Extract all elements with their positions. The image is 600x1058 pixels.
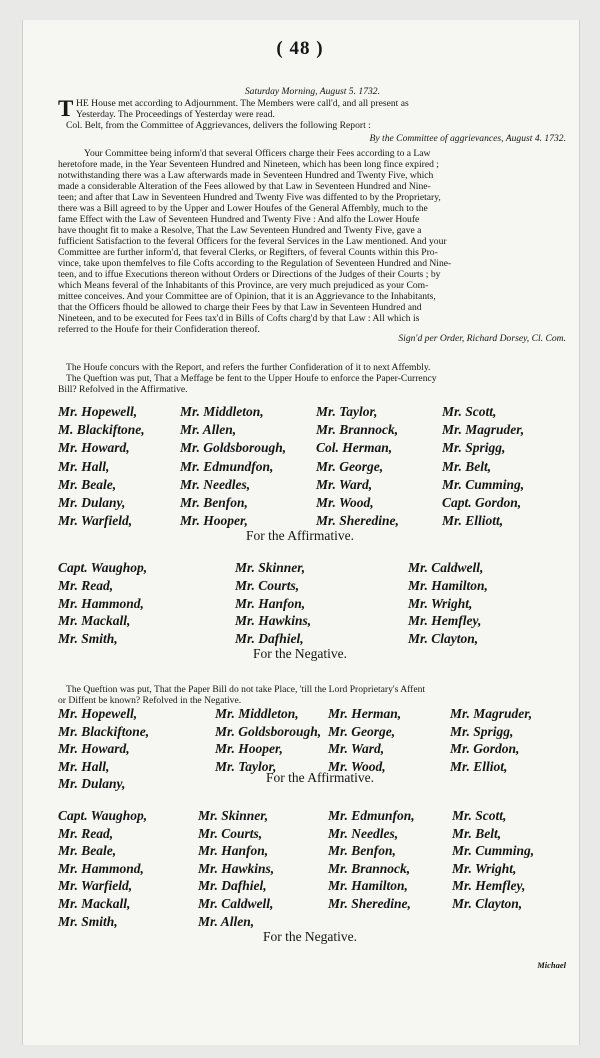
voter-name: Mr. Brannock, [316,422,399,438]
voter-name: Mr. Blackiftone, [58,723,150,739]
voter-name: M. Blackiftone, [58,422,145,438]
affirmative-caption: For the Affirmative. [265,770,375,785]
signature: Sign'd per Order, Richard Dorsey, Cl. Com. [398,333,566,344]
voter-name: Mr. Hopewell, [58,706,138,721]
voter-name: Mr. Allen, [180,422,237,438]
voter-name: Mr. George, [316,458,384,474]
voter-name: Mr. Hamilton, [408,577,488,593]
voter-name: Mr. Scott, [442,404,497,419]
voter-name: Mr. Hall, [58,458,110,474]
voter-name: Mr. Magruder, [450,706,533,721]
voter-name: Mr. Wright, [452,860,517,876]
voter-name: Mr. Edmundfon, [180,458,274,474]
voter-name: Mr. Hamilton, [328,878,408,894]
voter-name: Mr. Ward, [328,741,385,757]
report-line: Nineteen, and to be executed for Fees tax'd in Bills of Cofts charg'd by that Law : All which is [58,313,420,324]
voter-name: Mr. Gordon, [450,741,520,757]
voter-name: Mr. Mackall, [58,896,131,911]
question-line: The Queftion was put, That the Paper Bill do not take Place, 'till the Lord Proprietary's Affent [66,684,426,695]
voter-name: Mr. Hanfon, [198,843,269,859]
report-line: which Means feveral of the Inhabitants of this Province, are very much prejudiced as your Com- [58,280,429,291]
voter-name: Mr. Dulany, [58,776,126,792]
voter-name: Mr. Hanfon, [235,595,306,611]
report-line: made a considerable Alteration of the Fees allowed by that Law in Seventeen Hundred and Nine- [58,181,431,192]
voter-name: Mr. Middleton, [215,706,299,721]
voter-name: Mr. Goldsborough, [215,723,322,739]
voter-name: Mr. George, [328,723,396,739]
voter-name: Mr. Needles, [328,825,399,841]
voter-name: Mr. Mackall, [58,613,131,629]
report-line: vince, take upon themfelves to file Cofts according to the Regulation of Seventeen Hundred and Nine- [58,258,452,269]
voter-name: Mr. Hawkins, [235,613,312,629]
voter-name: Mr. Wood, [316,495,374,510]
voter-name: Mr. Benfon, [180,495,248,510]
report-line: mittee conceives. And your Committee are of Opinion, that it is an Aggrievance to the Inhabitants, [58,291,436,302]
report-line: notwithstanding there was a Law afterwards made in Seventeen Hundred and Twenty Five, which [58,170,434,181]
voter-name: Capt. Waughop, [58,560,148,575]
voter-name: Mr. Hemfley, [452,878,526,894]
voter-name: Mr. Read, [58,577,114,593]
catchword: Michael [537,960,566,970]
report-line: have thought fit to make a Resolve, That the Law Seventeen Hundred and Twenty Five, gave a [58,225,422,236]
report-line: referred to the Houfe for their Confideration thereof. [58,324,260,335]
voter-name: Mr. Sheredine, [328,896,411,911]
voter-name: Mr. Goldsborough, [180,440,287,456]
voter-name: Mr. Hemfley, [408,613,482,629]
voter-name: Mr. Clayton, [452,896,523,911]
voter-name: Mr. Warfield, [58,513,133,529]
report-line: Committee are further inform'd, that feveral Clerks, or Regifters, of feveral Counts within this Pro- [58,247,438,258]
voter-name: Mr. Magruder, [442,422,525,438]
voter-name: Mr. Hall, [58,758,110,774]
voter-name: Mr. Benfon, [328,843,396,859]
voter-name: Mr. Scott, [452,808,507,823]
voter-name: Mr. Herman, [328,706,402,721]
date-line: Saturday Morning, August 5. 1732. [244,86,380,97]
report-line: heretofore made, in the Year Seventeen Hundred and Nineteen, which has been long fince expired ; [58,159,439,170]
voter-name: Mr. Brannock, [328,860,411,876]
voter-name: Mr. Cumming, [442,476,525,492]
voter-name: Mr. Hopewell, [58,404,138,419]
voter-name: Capt. Gordon, [442,495,522,510]
report-line: fufficient Satisfaction to the feveral Officers for the feveral Services in the Law mentioned. And your [58,236,447,247]
voter-name: Mr. Sheredine, [316,513,399,529]
voter-name: Mr. Wright, [408,595,473,611]
concur-line: The Houfe concurs with the Report, and refers the further Confideration of it to next Affembly. [66,362,431,373]
voter-name: Mr. Courts, [198,825,263,841]
voter-name: Mr. Warfield, [58,878,133,894]
voter-name: Mr. Dulany, [58,495,126,510]
report-line: teen, and to iffue Executions thereon without Orders or Directions of the Judges of their Courts ; by [58,269,441,280]
voter-name: Mr. Belt, [452,825,502,841]
voter-name: Mr. Edmunfon, [328,808,415,823]
voter-name: Col. Herman, [316,440,393,456]
voter-name: Mr. Skinner, [235,560,306,575]
voter-name: Mr. Taylor, [316,404,378,419]
voter-name: Mr. Beale, [58,476,117,492]
voter-name: Mr. Elliott, [442,513,504,529]
voter-name: Capt. Waughop, [58,808,148,823]
voter-name: Mr. Smith, [58,631,118,647]
negative-caption: For the Negative. [262,929,358,944]
voter-name: Mr. Hooper, [215,741,283,757]
opening-line: Col. Belt, from the Committee of Aggrievances, delivers the following Report : [66,120,371,131]
voter-name: Mr. Smith, [58,913,118,929]
voter-name: Mr. Hammond, [58,860,144,876]
report-line: teen; and after that Law in Seventeen Hundred and Twenty Five was diffented to by the Proprietary, [58,192,441,203]
voter-name: Mr. Clayton, [408,631,479,647]
voter-name: Mr. Allen, [198,913,255,929]
voter-name: Mr. Dafhiel, [198,878,267,894]
question-line: or Diffent be known? Refolved in the Negative. [58,695,242,706]
report-byline: By the Committee of aggrievances, August 4. 1732. [369,133,566,144]
negative-caption: For the Negative. [252,646,348,661]
concur-line: The Queftion was put, That a Meffage be fent to the Upper Houfe to enforce the Paper-Currency [66,373,437,384]
opening-line: Yesterday. The Proceedings of Yesterday were read. [76,109,275,120]
voter-name: Mr. Caldwell, [408,560,484,575]
drop-cap: T [58,96,74,121]
voter-name: Mr. Hammond, [58,595,144,611]
voter-name: Mr. Elliot, [450,758,508,774]
voter-name: Mr. Howard, [58,440,130,456]
voter-name: Mr. Sprigg, [442,440,506,456]
page-number: ( 48 ) [276,38,324,59]
voter-name: Mr. Howard, [58,741,130,757]
voter-name: Mr. Taylor, [215,758,277,774]
voter-name: Mr. Caldwell, [198,896,274,911]
report-line: there was a Bill agreed to by the Upper and Lower Houfes of the General Affembly, much to the [58,203,428,214]
voter-name: Mr. Hawkins, [198,860,275,876]
report-line: Your Committee being inform'd that several Officers charge their Fees according to a Law [84,148,431,159]
voter-name: Mr. Sprigg, [450,723,514,739]
concur-line: Bill? Refolved in the Affirmative. [58,384,188,395]
voter-name: Mr. Needles, [180,476,251,492]
affirmative-caption: For the Affirmative. [245,528,355,543]
voter-name: Mr. Middleton, [180,404,264,419]
report-line: fame Effect with the Law of Seventeen Hundred and Twenty Five : And alfo the Lower Houfe [58,214,420,225]
voter-name: Mr. Hooper, [180,513,248,529]
voter-name: Mr. Ward, [316,476,373,492]
voter-name: Mr. Skinner, [198,808,269,823]
opening-line: HE House met according to Adjournment. The Members were call'd, and all present as [76,98,409,109]
voter-name: Mr. Cumming, [452,843,535,859]
voter-name: Mr. Read, [58,825,114,841]
voter-name: Mr. Belt, [442,458,492,474]
voter-name: Mr. Beale, [58,843,117,859]
voter-name: Mr. Courts, [235,577,300,593]
voter-name: Mr. Wood, [328,758,386,774]
voter-name: Mr. Dafhiel, [235,631,304,647]
report-line: that the Officers fhould be allowed to charge their Fees by that Law in Seventeen Hundred and [58,302,422,313]
